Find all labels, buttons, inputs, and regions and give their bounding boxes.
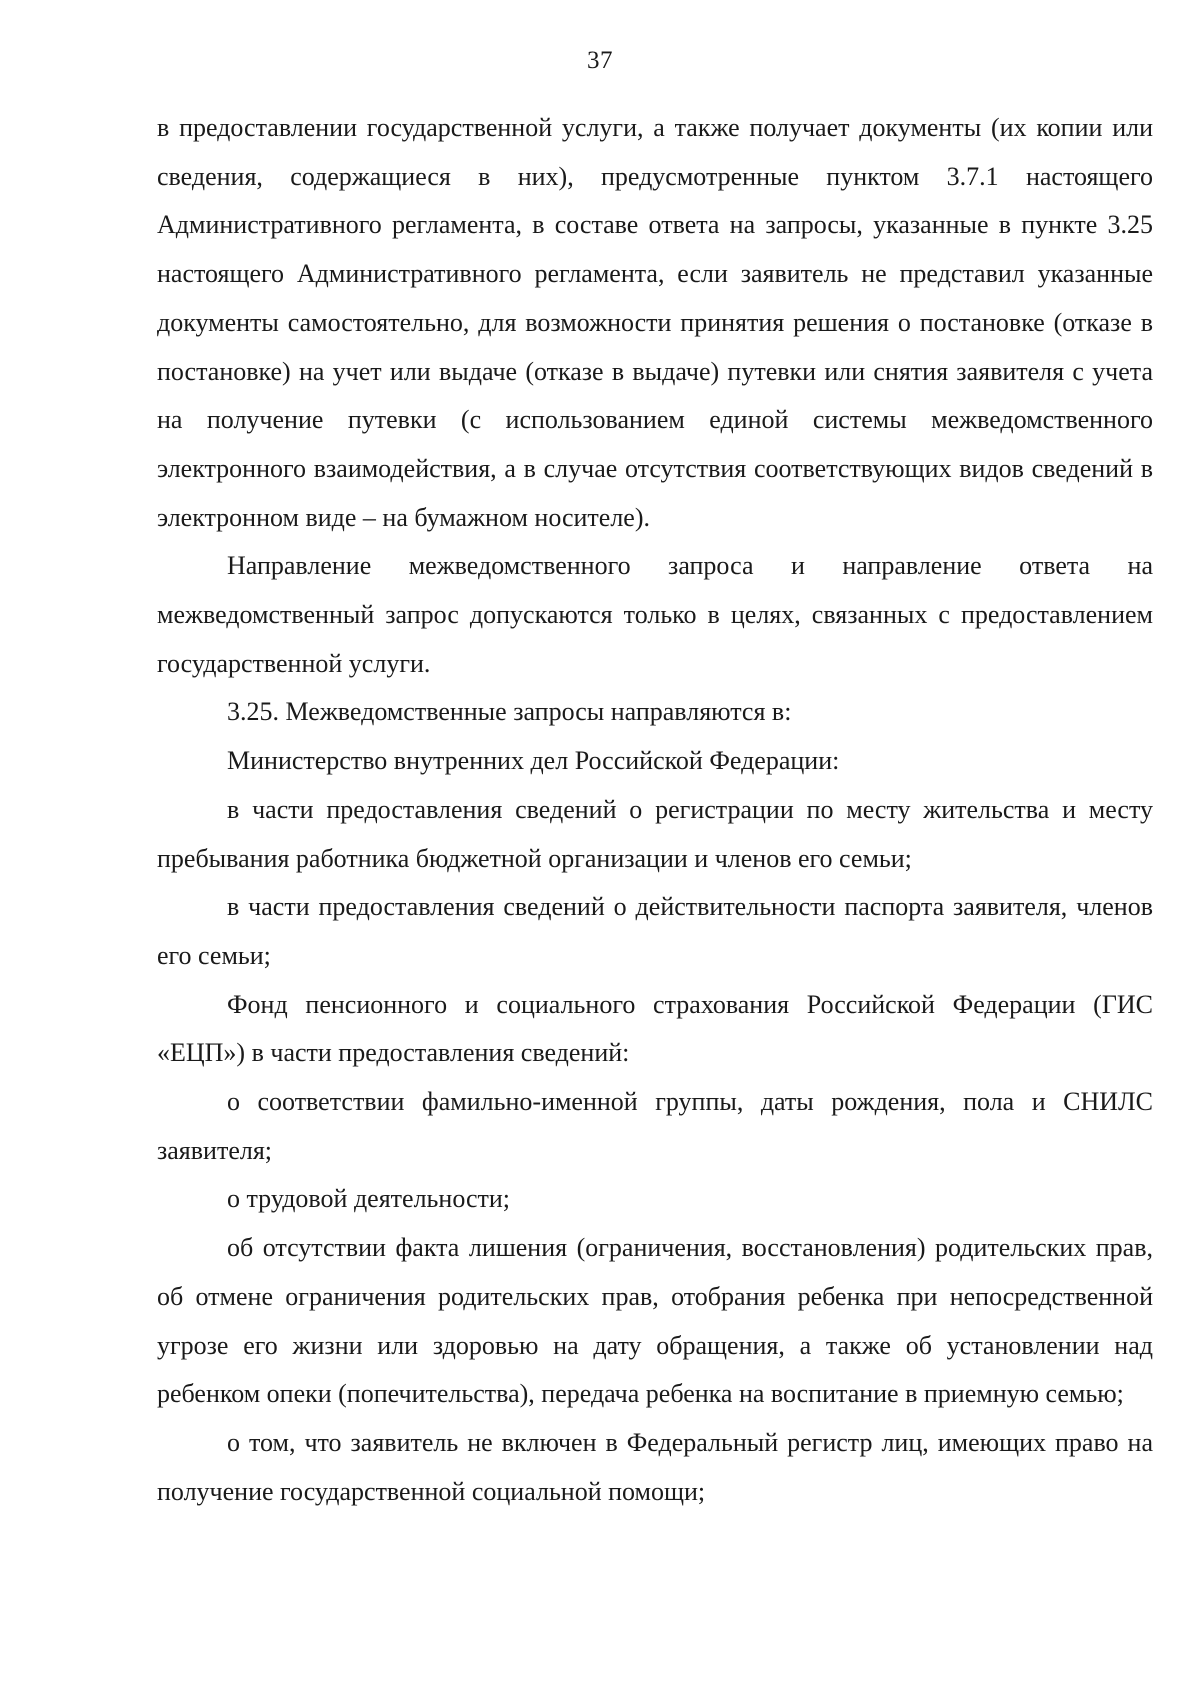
paragraph-snils-match: о соответствии фамильно-именной группы, даты рождения, пола и СНИЛС заявителя; — [157, 1087, 1153, 1165]
paragraph-continuation: в предоставлении государственной услуги, а также получает документы (их копии или сведения, содержащиеся в них), предусмотренные пунктом 3.7.1 настоящего Административного регламента, в составе ответа на запросы, указанные в пункте 3.25 настоящего Административного регламента, если заявитель не представил указанные документы самостоятельно, для возможности принятия решения о постановке (отказе в постановке) на учет или выдаче (отказе в выдаче) путевки или снятия заявителя с учета на получение путевки (с использованием единой системы межведомственного электронного взаимодействия, а в случае отсутствия соответствующих видов сведений в электронном виде – на бумажном носителе). — [157, 113, 1153, 532]
paragraph-parental-rights: об отсутствии факта лишения (ограничения, восстановления) родительских прав, об отмене ограничения родительских прав, отобрания ребенка при непосредственной угрозе его жизни или здоровью на дату обращения, а также об установлении над ребенком опеки (попечительства), передача ребенка на воспитание в приемную семью; — [157, 1233, 1153, 1409]
paragraph-labor-activity: о трудовой деятельности; — [227, 1184, 511, 1214]
paragraph-mvd: Министерство внутренних дел Российской Федерации: — [227, 746, 840, 776]
document-body — [157, 104, 1153, 1516]
paragraph-social-assistance-register: о том, что заявитель не включен в Федеральный регистр лиц, имеющих право на получение государственной социальной помощи; — [157, 1427, 1153, 1506]
paragraph-social-fund: Фонд пенсионного и социального страхования Российской Федерации (ГИС «ЕЦП») в части предоставления сведений: — [157, 989, 1153, 1068]
paragraph-registration-info: в части предоставления сведений о регистрации по месту жительства и месту пребывания работника бюджетной организации и членов его семьи; — [157, 794, 1153, 873]
paragraph-clause-3-25: 3.25. Межведомственные запросы направляются в: — [227, 697, 792, 727]
page-number: 37 — [587, 47, 613, 74]
paragraph-interagency-request-purpose: Направление межведомственного запроса и направление ответа на межведомственный запрос допускаются только в целях, связанных с предоставлением государственной услуги. — [157, 551, 1153, 678]
paragraph-passport-validity: в части предоставления сведений о действительности паспорта заявителя, членов его семьи; — [157, 892, 1153, 970]
